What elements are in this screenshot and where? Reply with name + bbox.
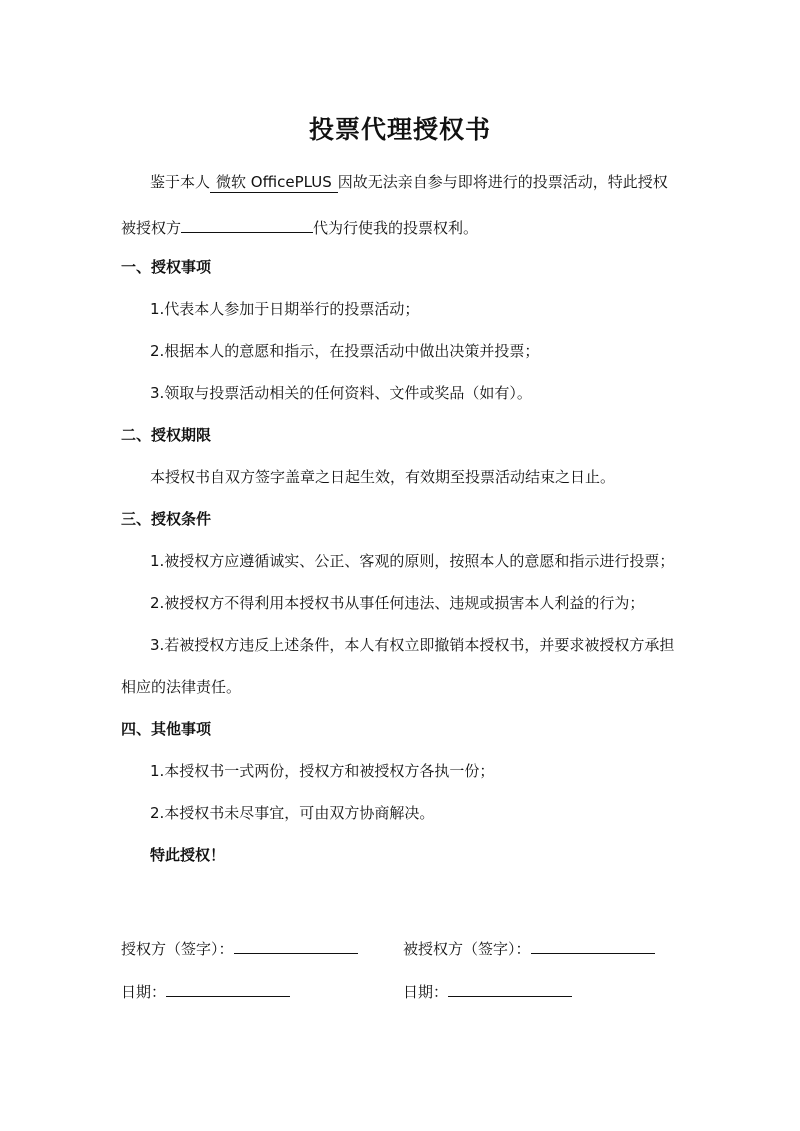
grantee-date-blank	[448, 978, 572, 997]
intro-line2-prefix: 被授权方	[121, 219, 182, 237]
grantee-signature-label: 被授权方（签字）：	[403, 940, 531, 958]
page-title: 投票代理授权书	[308, 115, 491, 144]
section-heading: 三、授权条件	[121, 510, 212, 528]
section-heading: 二、授权期限	[121, 426, 212, 444]
intro-line2-suffix: 代为行使我的投票权利。	[313, 219, 479, 237]
section-heading: 一、授权事项	[121, 258, 212, 276]
section-heading: 四、其他事项	[121, 720, 212, 738]
section-item: 2.本授权书未尽事宜，可由双方协商解决。	[150, 804, 435, 822]
section-item: 1.本授权书一式两份，授权方和被授权方各执一份；	[150, 762, 495, 780]
intro-suffix: 因故无法亲自参与即将进行的投票活动，特此授权	[337, 173, 668, 191]
grantee-date	[403, 978, 572, 1003]
section-item-continuation: 相应的法律责任。	[121, 678, 242, 696]
grantee-date-label: 日期：	[403, 983, 449, 1001]
grantee-signature	[403, 935, 655, 960]
grantor-signature-label: 授权方（签字）：	[121, 940, 234, 958]
grantor-date	[121, 978, 290, 1003]
intro-line-2	[121, 214, 478, 239]
section-item: 1.代表本人参加于日期举行的投票活动；	[150, 300, 420, 318]
intro-line-1	[150, 171, 668, 193]
section-item: 2.被授权方不得利用本授权书从事任何违法、违规或损害本人利益的行为；	[150, 594, 645, 612]
grantor-signature	[121, 935, 358, 960]
section-item: 3.领取与投票活动相关的任何资料、文件或奖品（如有）。	[150, 384, 532, 402]
section-item: 1.被授权方应遵循诚实、公正、客观的原则，按照本人的意愿和指示进行投票；	[150, 552, 675, 570]
grantee-name-blank	[181, 214, 313, 233]
section-item: 3.若被授权方违反上述条件，本人有权立即撤销本授权书，并要求被授权方承担	[150, 636, 675, 654]
grantee-signature-blank	[531, 935, 655, 954]
intro-prefix: 鉴于本人	[150, 173, 211, 191]
section-item: 2.根据本人的意愿和指示，在投票活动中做出决策并投票；	[150, 342, 540, 360]
principal-name-field: 微软 OfficePLUS	[210, 172, 338, 193]
section-item: 本授权书自双方签字盖章之日起生效，有效期至投票活动结束之日止。	[150, 468, 616, 486]
closing-statement: 特此授权！	[150, 846, 226, 864]
grantor-date-blank	[166, 978, 290, 997]
grantor-date-label: 日期：	[121, 983, 167, 1001]
grantor-signature-blank	[234, 935, 358, 954]
